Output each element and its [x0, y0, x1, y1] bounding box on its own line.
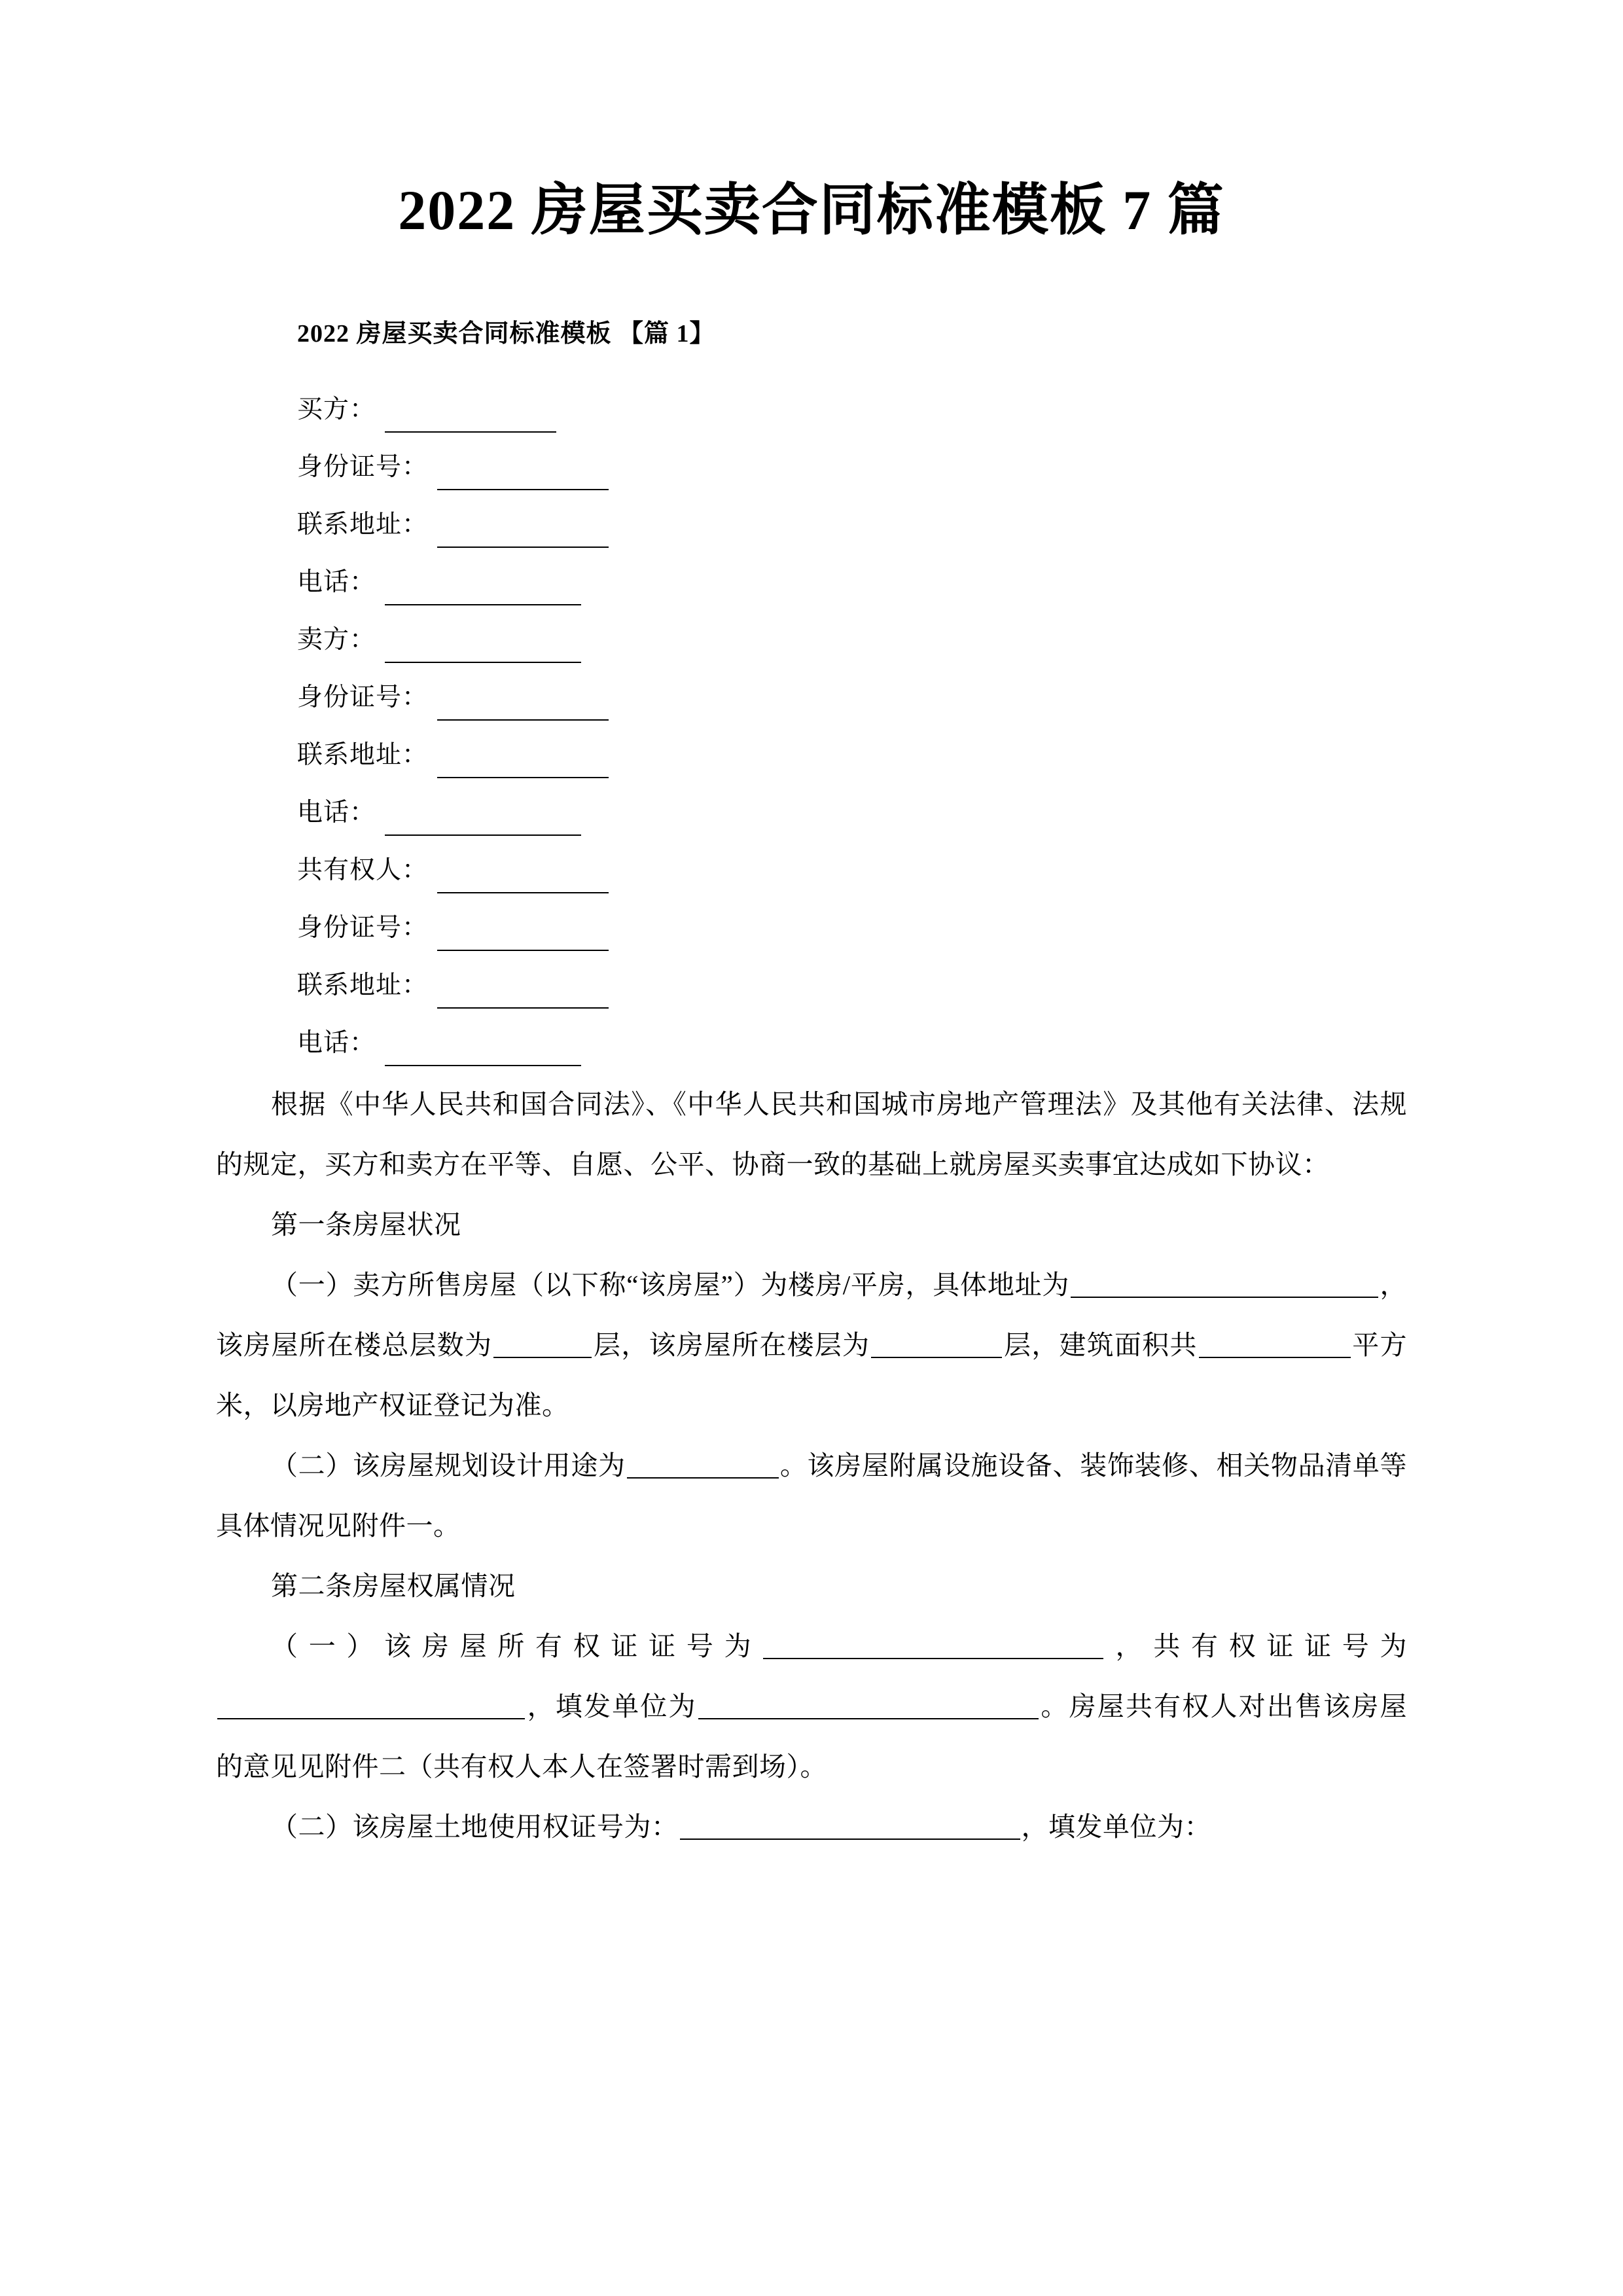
form-row	[216, 375, 1407, 433]
field-blank-seller-phone[interactable]	[385, 797, 581, 836]
clause-text: （一）卖方所售房屋（以下称“该房屋”）为楼房/平房，具体地址为	[271, 1269, 1070, 1300]
article-2-clause-1	[216, 1616, 1407, 1797]
form-row	[216, 1009, 1407, 1066]
form-row	[216, 490, 1407, 548]
blank-land-use-cert-no[interactable]	[680, 1808, 1020, 1840]
field-label-coowner-phone: 电话：	[297, 1028, 376, 1057]
field-label-seller-id: 身份证号：	[297, 683, 429, 711]
clause-text: 层，该房屋所在楼层为	[593, 1329, 870, 1360]
article-1-clause-1	[216, 1255, 1407, 1435]
field-blank-coowner[interactable]	[437, 854, 609, 893]
field-blank-coowner-id[interactable]	[437, 912, 609, 951]
article-1-heading: 第一条房屋状况	[271, 1209, 461, 1240]
form-row	[216, 605, 1407, 663]
article-2-clause-2	[216, 1797, 1407, 1857]
clause-text: ，共有权证证号为	[1105, 1630, 1408, 1661]
form-row	[216, 836, 1407, 893]
field-label-seller-phone: 电话：	[297, 798, 376, 827]
clause-text: （二）该房屋规划设计用途为	[271, 1450, 626, 1480]
form-row	[216, 721, 1407, 778]
field-blank-buyer-phone[interactable]	[385, 566, 581, 605]
clause-text: 。房屋共有权人对出售该房屋的意见见附件二（共有权人本人在签署时需到场）。	[216, 1691, 1408, 1782]
field-blank-coowner-address[interactable]	[437, 969, 609, 1009]
blank-floor-number[interactable]	[871, 1327, 1002, 1358]
field-blank-seller-address[interactable]	[437, 739, 609, 778]
field-blank-buyer-id[interactable]	[437, 451, 609, 490]
field-blank-buyer-address[interactable]	[437, 509, 609, 548]
blank-planned-use[interactable]	[627, 1447, 779, 1479]
document-subtitle: 2022 房屋买卖合同标准模板 【篇 1】	[297, 319, 715, 348]
form-row	[216, 893, 1407, 951]
clause-text: （二）该房屋土地使用权证号为：	[271, 1811, 679, 1842]
clause-text: ，填发单位为：	[1021, 1811, 1211, 1842]
page-title: 2022 房屋买卖合同标准模板 7 篇	[398, 179, 1225, 242]
clause-text: 平方米，以房地产权证登记为准。	[216, 1329, 1408, 1420]
blank-total-floors[interactable]	[493, 1327, 592, 1358]
preamble-paragraph: 根据《中华人民共和国合同法》、《中华人民共和国城市房地产管理法》及其他有关法律、法规的规定，买方和卖方在平等、自愿、公平、协商一致的基础上就房屋买卖事宜达成如下协议：	[216, 1088, 1407, 1179]
field-blank-seller-id[interactable]	[437, 681, 609, 721]
party-info-form	[216, 351, 1407, 1066]
form-row	[216, 433, 1407, 490]
article-2-heading: 第二条房屋权属情况	[271, 1570, 516, 1601]
field-label-buyer: 买方：	[297, 395, 376, 423]
field-label-buyer-phone: 电话：	[297, 567, 376, 596]
field-label-coowner-id: 身份证号：	[297, 913, 429, 942]
field-label-coowner-address: 联系地址：	[297, 971, 429, 999]
clause-text: ，该房屋所在楼总层数为	[216, 1269, 1407, 1360]
field-blank-seller[interactable]	[385, 624, 581, 663]
blank-coownership-cert-no[interactable]	[217, 1688, 525, 1719]
clause-text: 。该房屋附属设施设备、装饰装修、相关物品清单等具体情况见附件一。	[216, 1450, 1408, 1541]
clause-text: （一）该房屋所有权证证号为	[271, 1630, 762, 1661]
blank-ownership-cert-no[interactable]	[763, 1628, 1103, 1659]
field-label-seller: 卖方：	[297, 625, 376, 654]
form-row	[216, 663, 1407, 721]
blank-issuing-authority[interactable]	[698, 1688, 1039, 1719]
form-row	[216, 778, 1407, 836]
blank-house-address[interactable]	[1071, 1266, 1378, 1298]
form-row	[216, 548, 1407, 605]
field-label-coowner: 共有权人：	[297, 855, 429, 884]
field-label-buyer-address: 联系地址：	[297, 510, 429, 539]
article-1-clause-2	[216, 1435, 1407, 1556]
field-label-seller-address: 联系地址：	[297, 740, 429, 769]
clause-text: ，填发单位为	[526, 1691, 697, 1721]
blank-building-area[interactable]	[1199, 1327, 1351, 1358]
document-content	[216, 0, 1407, 1857]
form-row	[216, 951, 1407, 1009]
field-blank-buyer[interactable]	[385, 393, 556, 433]
clause-text: 层，建筑面积共	[1003, 1329, 1198, 1360]
field-blank-coowner-phone[interactable]	[385, 1027, 581, 1066]
field-label-buyer-id: 身份证号：	[297, 452, 429, 481]
